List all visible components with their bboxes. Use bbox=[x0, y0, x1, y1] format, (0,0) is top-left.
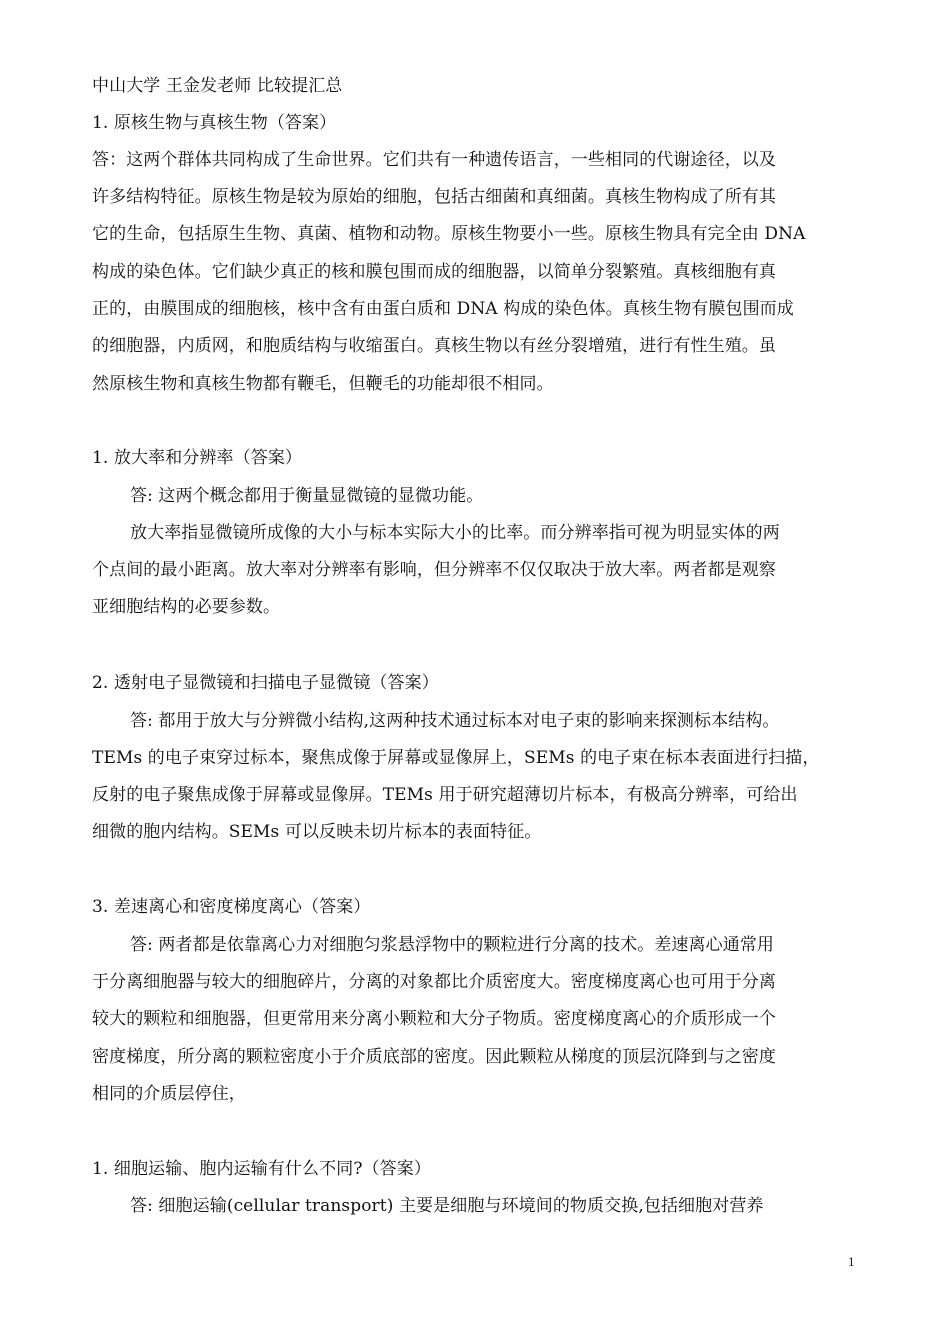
section-1-line-3: 它的生命，包括原生生物、真菌、植物和动物。原核生物要小一些。原核生物具有完全由 DNA bbox=[92, 224, 806, 244]
section-5-heading: 1. 细胞运输、胞内运输有什么不同?（答案） bbox=[92, 1159, 431, 1179]
section-4-line-4: 密度梯度，所分离的颗粒密度小于介质底部的密度。因此颗粒从梯度的顶层沉降到与之密度 bbox=[92, 1047, 776, 1067]
section-1-line-1: 答：这两个群体共同构成了生命世界。它们共有一种遗传语言，一些相同的代谢途径，以及 bbox=[92, 150, 776, 170]
section-2-line-4: 亚细胞结构的必要参数。 bbox=[92, 597, 281, 617]
document-title: 中山大学 王金发老师 比较提汇总 bbox=[92, 76, 343, 96]
page-number: 1 bbox=[848, 1254, 855, 1269]
section-2-line-2: 放大率指显微镜所成像的大小与标本实际大小的比率。而分辨率指可视为明显实体的两 bbox=[130, 523, 780, 543]
section-1-line-2: 许多结构特征。原核生物是较为原始的细胞，包括古细菌和真细菌。真核生物构成了所有其 bbox=[92, 187, 776, 207]
section-1-line-5: 正的，由膜围成的细胞核，核中含有由蛋白质和 DNA 构成的染色体。真核生物有膜包围而成 bbox=[92, 299, 794, 319]
section-3-line-3: 反射的电子聚焦成像于屏幕或显像屏。TEMs 用于研究超薄切片标本，有极高分辨率，可给出 bbox=[92, 785, 798, 805]
section-3-line-2: TEMs 的电子束穿过标本，聚焦成像于屏幕或显像屏上，SEMs 的电子束在标本表面进行扫描， bbox=[92, 748, 820, 768]
section-5-line-1: 答: 细胞运输(cellular transport) 主要是细胞与环境间的物质交换,包括细胞对营养 bbox=[130, 1196, 764, 1216]
section-3-line-4: 细微的胞内结构。SEMs 可以反映未切片标本的表面特征。 bbox=[92, 822, 542, 842]
section-1-heading: 1. 原核生物与真核生物（答案） bbox=[92, 113, 337, 133]
section-4-heading: 3. 差速离心和密度梯度离心（答案） bbox=[92, 897, 371, 917]
section-1-line-4: 构成的染色体。它们缺少真正的核和膜包围而成的细胞器，以简单分裂繁殖。真核细胞有真 bbox=[92, 262, 776, 282]
section-4-line-1: 答: 两者都是依靠离心力对细胞匀浆悬浮物中的颗粒进行分离的技术。差速离心通常用 bbox=[130, 935, 775, 955]
section-3-heading: 2. 透射电子显微镜和扫描电子显微镜（答案） bbox=[92, 673, 439, 693]
section-2-line-1: 答: 这两个概念都用于衡量显微镜的显微功能。 bbox=[130, 486, 484, 506]
section-1-line-7: 然原核生物和真核生物都有鞭毛，但鞭毛的功能却很不相同。 bbox=[92, 374, 554, 394]
section-4-line-3: 较大的颗粒和细胞器，但更常用来分离小颗粒和大分子物质。密度梯度离心的介质形成一个 bbox=[92, 1009, 776, 1029]
section-4-line-5: 相同的介质层停住， bbox=[92, 1084, 246, 1104]
section-4-line-2: 于分离细胞器与较大的细胞碎片，分离的对象都比介质密度大。密度梯度离心也可用于分离 bbox=[92, 972, 776, 992]
section-1-line-6: 的细胞器，内质网，和胞质结构与收缩蛋白。真核生物以有丝分裂增殖，进行有性生殖。虽 bbox=[92, 336, 776, 356]
section-3-line-1: 答: 都用于放大与分辨微小结构,这两种技术通过标本对电子束的影响来探测标本结构。 bbox=[130, 711, 780, 731]
section-2-line-3: 个点间的最小距离。放大率对分辨率有影响，但分辨率不仅仅取决于放大率。两者都是观察 bbox=[92, 560, 776, 580]
section-2-heading: 1. 放大率和分辨率（答案） bbox=[92, 448, 303, 468]
